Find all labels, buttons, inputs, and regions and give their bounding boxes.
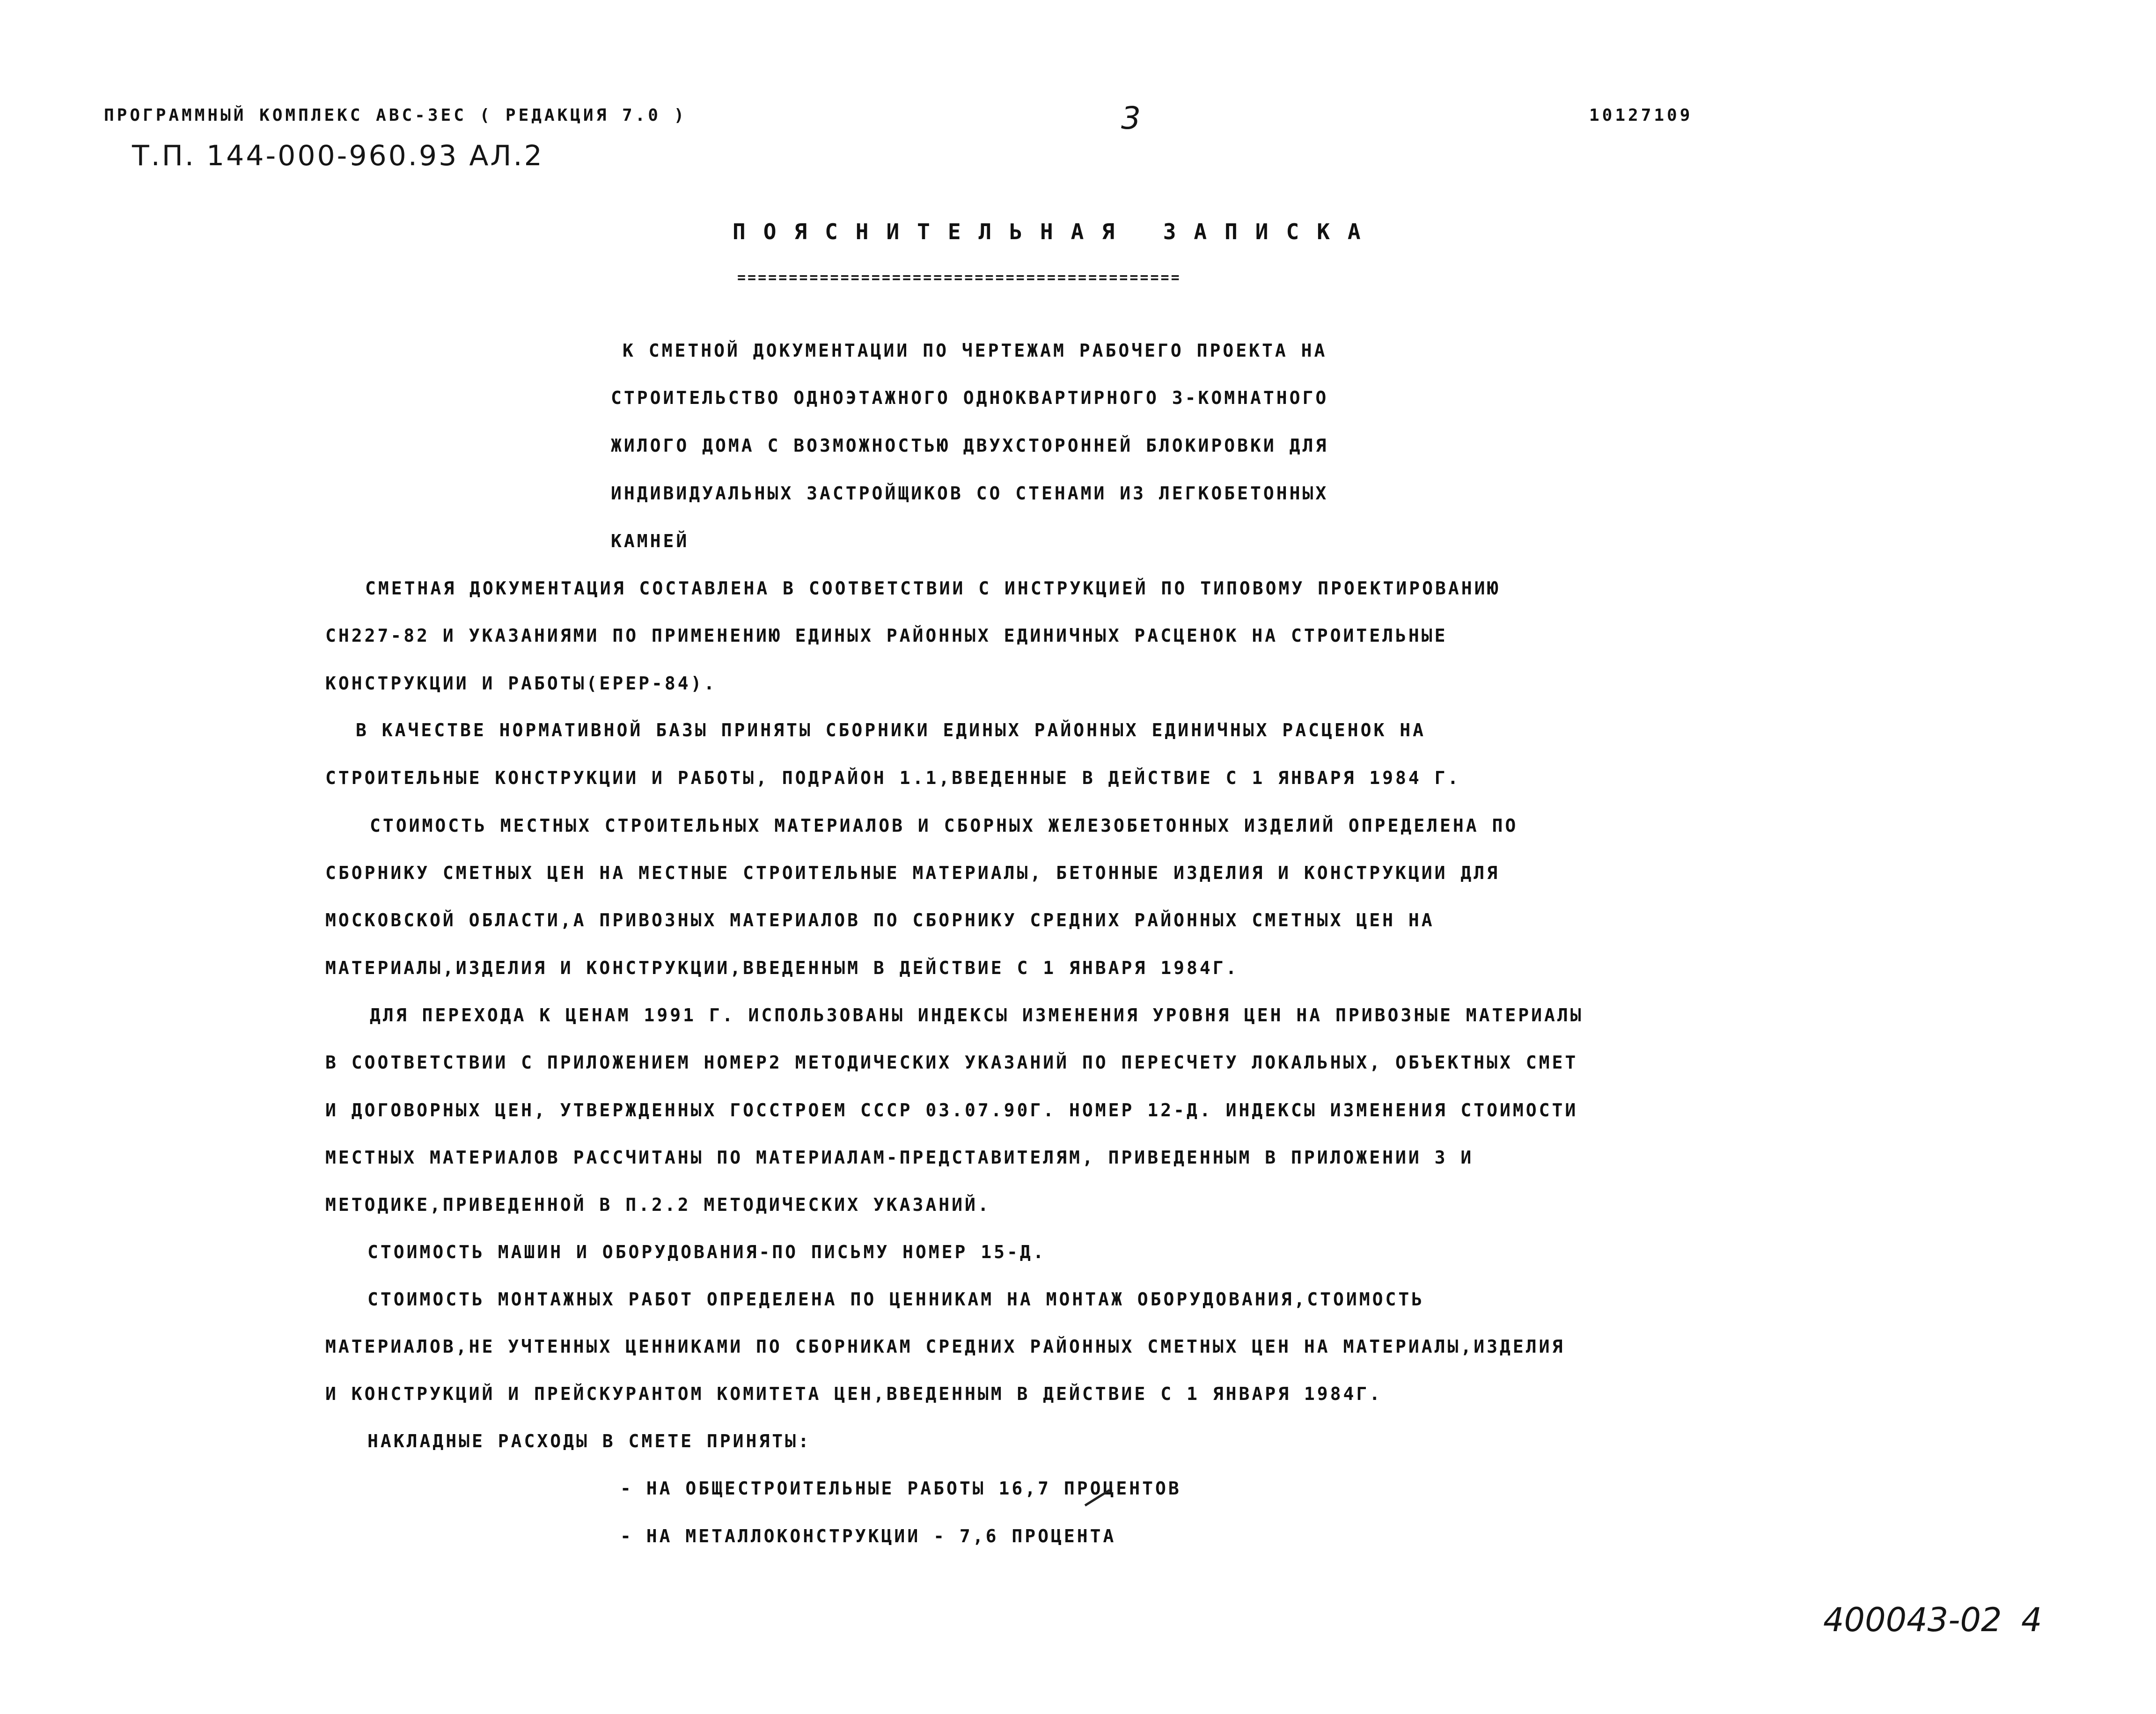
sheet-code: 400043-02 — [1823, 1601, 2002, 1639]
text-line: МАТЕРИАЛОВ,НЕ УЧТЕННЫХ ЦЕННИКАМИ ПО СБОРНИКАМ СРЕДНИХ РАЙОННЫХ СМЕТНЫХ ЦЕН НА МАТЕРИАЛЫ,ИЗДЕЛИЯ — [325, 1336, 1565, 1357]
text-line: К СМЕТНОЙ ДОКУМЕНТАЦИИ ПО ЧЕРТЕЖАМ РАБОЧЕГО ПРОЕКТА НА — [623, 340, 1327, 361]
text-line: И КОНСТРУКЦИЙ И ПРЕЙСКУРАНТОМ КОМИТЕТА ЦЕН,ВВЕДЕННЫМ В ДЕЙСТВИЕ С 1 ЯНВАРЯ 1984Г. — [325, 1384, 1383, 1404]
text-line: МЕТОДИКЕ,ПРИВЕДЕННОЙ В П.2.2 МЕТОДИЧЕСКИХ УКАЗАНИЙ. — [325, 1194, 991, 1215]
tp-code: Т.П. 144-000-960.93 АЛ.2 — [132, 139, 544, 172]
text-line: СБОРНИКУ СМЕТНЫХ ЦЕН НА МЕСТНЫЕ СТРОИТЕЛЬНЫЕ МАТЕРИАЛЫ, БЕТОННЫЕ ИЗДЕЛИЯ И КОНСТРУКЦИИ ДЛЯ — [325, 863, 1500, 883]
text-line: СТОИМОСТЬ МОНТАЖНЫХ РАБОТ ОПРЕДЕЛЕНА ПО ЦЕННИКАМ НА МОНТАЖ ОБОРУДОВАНИЯ,СТОИМОСТЬ — [367, 1289, 1425, 1310]
text-line: КАМНЕЙ — [611, 531, 689, 551]
text-line: И ДОГОВОРНЫХ ЦЕН, УТВЕРЖДЕННЫХ ГОССТРОЕМ СССР 03.07.90Г. НОМЕР 12-Д. ИНДЕКСЫ ИЗМЕНЕНИЯ СТОИМОСТИ — [325, 1100, 1578, 1121]
title-underline: =========================================== — [737, 270, 1181, 286]
text-line: ДЛЯ ПЕРЕХОДА К ЦЕНАМ 1991 Г. ИСПОЛЬЗОВАНЫ ИНДЕКСЫ ИЗМЕНЕНИЯ УРОВНЯ ЦЕН НА ПРИВОЗНЫЕ МАТЕРИАЛЫ — [370, 1005, 1584, 1025]
text-line: ЖИЛОГО ДОМА С ВОЗМОЖНОСТЬЮ ДВУХСТОРОННЕЙ БЛОКИРОВКИ ДЛЯ — [611, 435, 1329, 456]
text-line: СМЕТНАЯ ДОКУМЕНТАЦИЯ СОСТАВЛЕНА В СООТВЕТСТВИИ С ИНСТРУКЦИЕЙ ПО ТИПОВОМУ ПРОЕКТИРОВАНИЮ — [365, 578, 1501, 599]
document-number: 10127109 — [1589, 106, 1693, 125]
text-line: СТРОИТЕЛЬНЫЕ КОНСТРУКЦИИ И РАБОТЫ, ПОДРАЙОН 1.1,ВВЕДЕННЫЕ В ДЕЙСТВИЕ С 1 ЯНВАРЯ 1984 Г. — [325, 768, 1461, 788]
text-line: НАКЛАДНЫЕ РАСХОДЫ В СМЕТЕ ПРИНЯТЫ: — [367, 1431, 811, 1451]
text-line: - НА ОБЩЕСТРОИТЕЛЬНЫЕ РАБОТЫ 16,7 ПРОЦЕНТОВ — [620, 1478, 1181, 1499]
text-line: МАТЕРИАЛЫ,ИЗДЕЛИЯ И КОНСТРУКЦИИ,ВВЕДЕННЫМ В ДЕЙСТВИЕ С 1 ЯНВАРЯ 1984Г. — [325, 958, 1239, 978]
program-header: ПРОГРАММНЫЙ КОМПЛЕКС АВС-3ЕС ( РЕДАКЦИЯ 7.0 ) — [104, 106, 687, 125]
text-line: МЕСТНЫХ МАТЕРИАЛОВ РАССЧИТАНЫ ПО МАТЕРИАЛАМ-ПРЕДСТАВИТЕЛЯМ, ПРИВЕДЕННЫМ В ПРИЛОЖЕНИИ 3 И — [325, 1147, 1474, 1168]
text-line: МОСКОВСКОЙ ОБЛАСТИ,А ПРИВОЗНЫХ МАТЕРИАЛОВ ПО СБОРНИКУ СРЕДНИХ РАЙОННЫХ СМЕТНЫХ ЦЕН НА — [325, 910, 1435, 930]
text-line: СТОИМОСТЬ МАШИН И ОБОРУДОВАНИЯ-ПО ПИСЬМУ НОМЕР 15-Д. — [367, 1242, 1046, 1262]
text-line: В КАЧЕСТВЕ НОРМАТИВНОЙ БАЗЫ ПРИНЯТЫ СБОРНИКИ ЕДИНЫХ РАЙОННЫХ ЕДИНИЧНЫХ РАСЦЕНОК НА — [356, 720, 1426, 740]
text-line: КОНСТРУКЦИИ И РАБОТЫ(ЕРЕР-84). — [325, 673, 717, 694]
text-line: - НА МЕТАЛЛОКОНСТРУКЦИИ - 7,6 ПРОЦЕНТА — [620, 1526, 1116, 1546]
sheet-number: 4 — [2021, 1601, 2042, 1639]
text-line: В СООТВЕТСТВИИ С ПРИЛОЖЕНИЕМ НОМЕР2 МЕТОДИЧЕСКИХ УКАЗАНИЙ ПО ПЕРЕСЧЕТУ ЛОКАЛЬНЫХ, ОБЪЕКТНЫХ СМЕТ — [325, 1052, 1578, 1073]
page-number: 3 — [1121, 100, 1141, 136]
text-line: ИНДИВИДУАЛЬНЫХ ЗАСТРОЙЩИКОВ СО СТЕНАМИ ИЗ ЛЕГКОБЕТОННЫХ — [611, 483, 1329, 504]
document-title: ПОЯСНИТЕЛЬНАЯ ЗАПИСКА — [733, 219, 1379, 244]
text-line: СН227-82 И УКАЗАНИЯМИ ПО ПРИМЕНЕНИЮ ЕДИНЫХ РАЙОННЫХ ЕДИНИЧНЫХ РАСЦЕНОК НА СТРОИТЕЛЬНЫЕ — [325, 625, 1448, 646]
text-line: СТРОИТЕЛЬСТВО ОДНОЭТАЖНОГО ОДНОКВАРТИРНОГО 3-КОМНАТНОГО — [611, 388, 1329, 408]
text-line: СТОИМОСТЬ МЕСТНЫХ СТРОИТЕЛЬНЫХ МАТЕРИАЛОВ И СБОРНЫХ ЖЕЛЕЗОБЕТОННЫХ ИЗДЕЛИЙ ОПРЕДЕЛЕНА ПО — [370, 815, 1518, 836]
